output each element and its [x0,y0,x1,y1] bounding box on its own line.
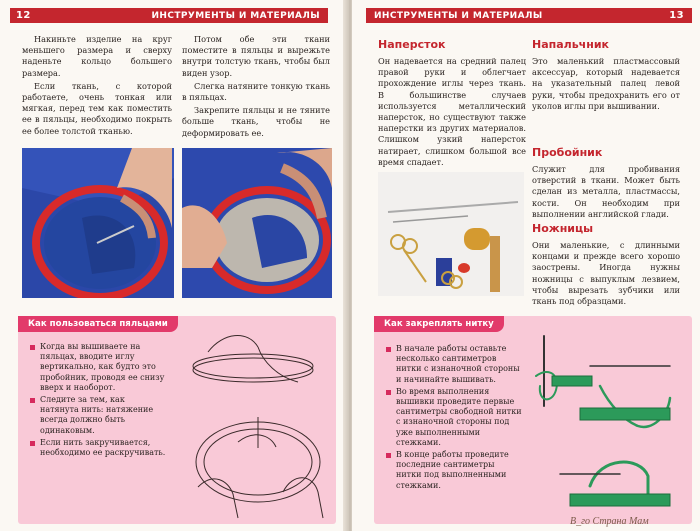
fingertip-text-block [532,56,680,114]
left-col1-para-2: Если ткань, с которой работаете, очень тонкая или мягкая, перед тем как поместить ее в пяльцы, необходимо покрыть ее более толстой тканью. [22,80,172,136]
left-page-number: 12 [16,10,31,21]
list-item: В начале работы оставьте несколько сантиметров нитки с изнаночной стороны и начинайте вышивать. [386,344,522,385]
thimble-heading: Наперсток [378,38,446,51]
thread-fastening-illustration [530,326,688,520]
left-box-list [30,342,166,460]
list-item: Если нить закручивается, необходимо ее раскручивать. [30,438,166,458]
left-text-col2 [182,34,330,141]
photo-hoop-cutting [22,148,174,298]
left-header-bar [10,8,328,23]
left-header-title: ИНСТРУМЕНТЫ И МАТЕРИАЛЫ [151,10,320,21]
thimble-text-block [378,56,526,170]
left-col1-para-1: Накиньте изделие на круг меньшего размера и сверху наденьте кольцо большего размера. [22,34,172,78]
right-box-title: Как закреплять нитку [374,316,504,332]
fingertip-text: Это маленький пластмассовый аксессуар, который надевается на указательный палец левой руки, чтобы предохранить его от уколов иглы при вышивании. [532,56,680,111]
right-box-list [386,344,522,493]
awl-heading: Пробойник [532,146,603,159]
right-page [352,0,700,531]
list-item: Когда вы вышиваете на пяльцах, вводите иглу вертикально, как будто это пробойник, проводя ее снизу вверх и наоборот. [30,342,166,393]
scissors-heading: Ножницы [532,222,594,235]
left-info-box [18,316,336,524]
right-info-box [374,316,692,524]
right-header-title: ИНСТРУМЕНТЫ И МАТЕРИАЛЫ [374,10,543,21]
right-header-bar [366,8,692,23]
photo-hoop-hands [182,148,332,298]
left-text-col1 [22,34,172,139]
list-item: Во время выполнения вышивки проведите первые сантиметры свободной нитки с изнаночной стороны под уже выполненными стежками. [386,387,522,448]
thimble-text: Он надевается на средний палец правой руки и облегчает прохождение иглы через ткань. В большинстве случаев используется металлический наперсток, но существуют также наперстки из других материалов. Слишком узкий наперсток натирает, слишком большой все время спадает. [378,56,526,167]
left-col2-para-1: Потом обе эти ткани поместите в пяльцы и вырежьте внутри толстую ткань, чтобы был виден узор. [182,34,330,78]
watermark-text: В_го Страна Мам [570,516,649,527]
scissors-text: Они маленькие, с длинными концами и прежде всего хорошо заострены. Иногда нужны ножницы с выпуклым лезвием, чтобы вырезать зубчики или ткань под образцами. [532,240,680,307]
photo-tools [378,172,524,296]
left-box-title: Как пользоваться пяльцами [18,316,178,332]
left-col2-para-3: Закрепите пяльцы и не тяните больше ткань, чтобы не деформировать ее. [182,105,330,138]
hoop-sketch-illustration [178,322,332,520]
list-item: Следите за тем, как натянута нить: натяжение всегда должно быть одинаковым. [30,395,166,436]
right-page-number: 13 [669,10,684,21]
scissors-text-block [532,240,680,309]
awl-text-block [532,164,680,222]
left-page [0,0,348,531]
awl-text: Служит для пробивания отверстий в ткани. Может быть сделан из металла, пластмассы, кости. Он необходим при выполнении английской глади. [532,164,680,219]
list-item: В конце работы проведите последние сантиметры нитки под выполненными стежками. [386,450,522,491]
left-col2-para-2: Слегка натяните тонкую ткань в пяльцах. [182,80,330,103]
fingertip-heading: Напальчник [532,38,609,51]
